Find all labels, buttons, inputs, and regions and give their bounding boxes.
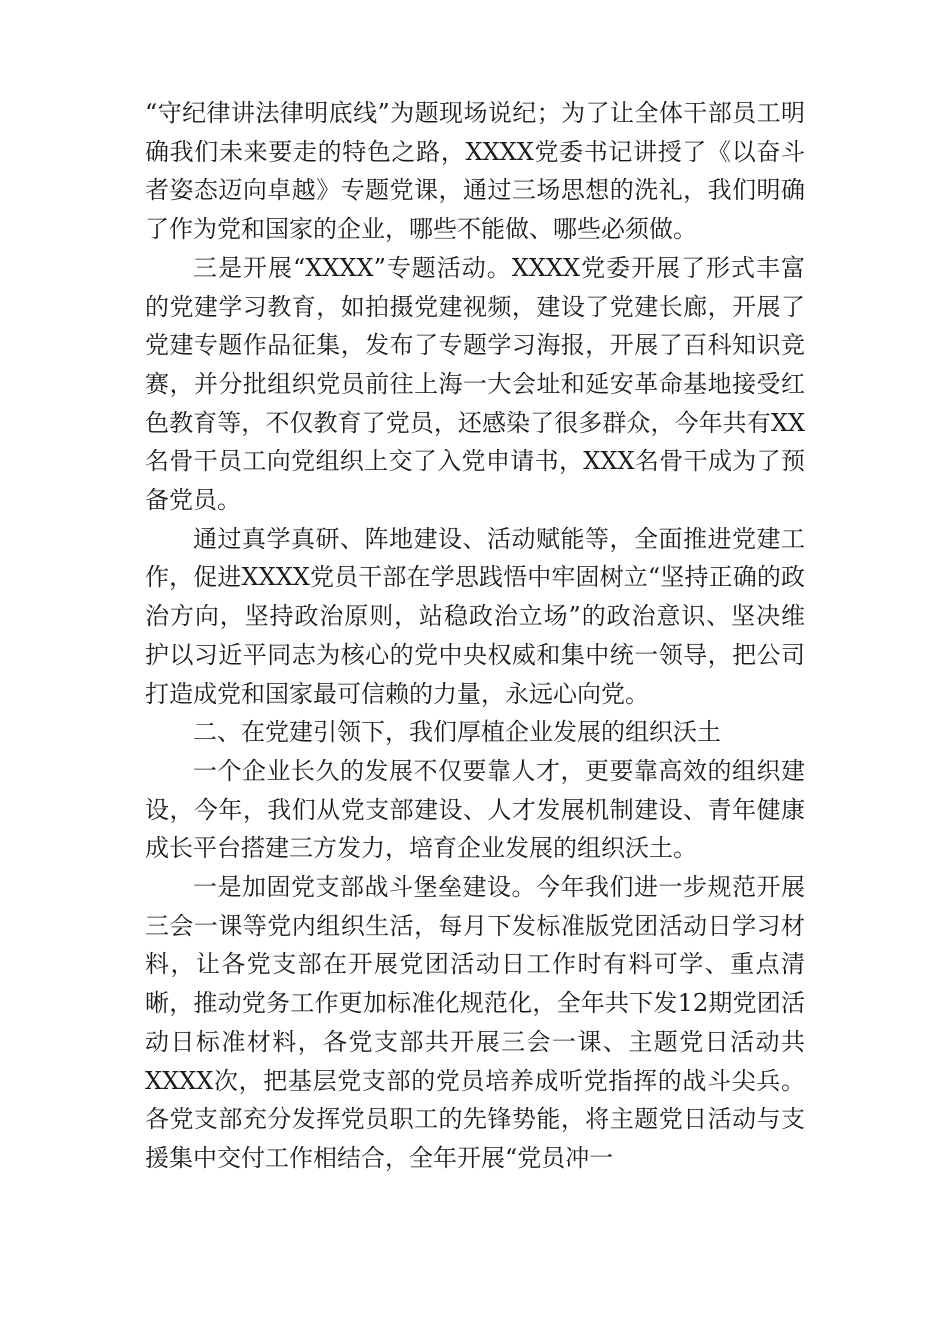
paragraph-organization-intro: 一个企业长久的发展不仅要靠人才，更要靠高效的组织建设，今年，我们从党支部建设、人才发展机制建设、青年健康成长平台搭建三方发力，培育企业发展的组织沃土。 [145, 756, 805, 863]
paragraph-special-activity: 三是开展“XXXX”专题活动。XXXX党委开展了形式丰富的党建学习教育，如拍摄党建视频，建设了党建长廊，开展了党建专题作品征集，发布了专题学习海报，开展了百科知识竞赛，并分批组织党员前往上海一大会址和延安革命基地接受红色教育等，不仅教育了党员，还感染了很多群众，今年共有XX名骨干员工向党组织上交了入党申请书，XXX名骨干成为了预备党员。 [145, 253, 805, 515]
paragraph-summary: 通过真学真研、阵地建设、活动赋能等，全面推进党建工作，促进XXXX党员干部在学思践悟中牢固树立“坚持正确的政治方向，坚持政治原则，站稳政治立场”的政治意识、坚决维护以习近平同志为核心的党中央权威和集中统一领导，把公司打造成党和国家最可信赖的力量，永远心向党。 [145, 524, 805, 708]
document-body [145, 94, 805, 1178]
paragraph-continuation: “守纪律讲法律明底线”为题现场说纪；为了让全体干部员工明确我们未来要走的特色之路，XXXX党委书记讲授了《以奋斗者姿态迈向卓越》专题党课，通过三场思想的洗礼，我们明确了作为党和国家的企业，哪些不能做、哪些必须做。 [145, 99, 805, 244]
section-heading: 二、在党建引领下，我们厚植企业发展的组织沃土 [193, 718, 721, 747]
paragraph-party-branch: 一是加固党支部战斗堡垒建设。今年我们进一步规范开展三会一课等党内组织生活，每月下发标准版党团活动日学习材料，让各党支部在开展党团活动日工作时有料可学、重点清晰，推动党务工作更加标准化规范化，全年共下发12期党团活动日标准材料，各党支部共开展三会一课、主题党日活动共XXXX次，把基层党支部的党员培养成听党指挥的战斗尖兵。各党支部充分发挥党员职工的先锋势能，将主题党日活动与支援集中交付工作相结合，全年开展“党员冲一 [145, 873, 805, 1172]
